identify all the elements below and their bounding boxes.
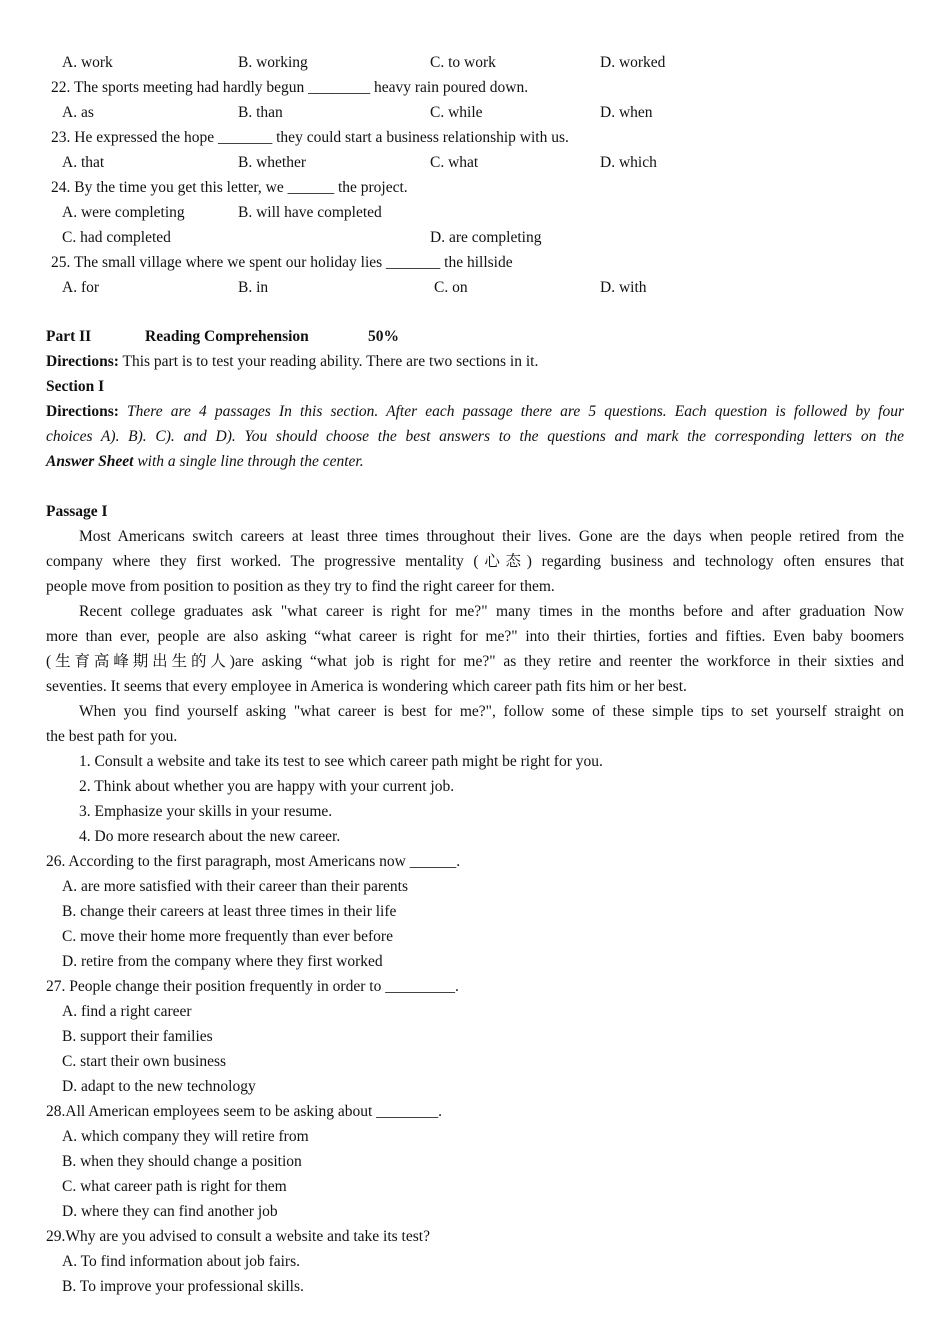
q29-option-a: A. To find information about job fairs. [62, 1253, 300, 1270]
tip-item: 4. Do more research about the new career. [79, 828, 341, 845]
passage-line: the best path for you. [46, 728, 178, 745]
tip-item: 3. Emphasize your skills in your resume. [79, 803, 333, 820]
section-directions-line-1 [46, 399, 904, 424]
q21-option-d: D. worked [600, 54, 666, 71]
q26-option-d: D. retire from the company where they first worked [62, 953, 383, 970]
q21-option-a: A. work [62, 54, 113, 71]
tip-item: 2. Think about whether you are happy with your current job. [79, 778, 455, 795]
section-directions-line-3 [46, 449, 904, 474]
q27-stem: 27. People change their position frequently in order to _________. [46, 978, 459, 995]
part2-heading [46, 324, 904, 349]
q29-option-b: B. To improve your professional skills. [62, 1278, 304, 1295]
q26-option-a: A. are more satisfied with their career than their parents [62, 878, 409, 895]
q21-options-row [46, 50, 904, 75]
q22-option-d: D. when [600, 104, 653, 121]
q28-option-a: A. which company they will retire from [62, 1128, 309, 1145]
q25-option-d: D. with [600, 279, 647, 296]
q28-option-d: D. where they can find another job [62, 1203, 278, 1220]
answer-sheet-label: Answer Sheet [46, 453, 134, 470]
q28-stem: 28.All American employees seem to be asking about ________. [46, 1103, 443, 1120]
q27-option-c: C. start their own business [62, 1053, 227, 1070]
section-directions-label: Directions: [46, 403, 119, 420]
section-directions-text-1: There are 4 passages In this section. After each passage there are 5 questions. Each question is followed by four [127, 403, 905, 420]
q22-option-c: C. while [430, 104, 483, 121]
q23-option-d: D. which [600, 154, 657, 171]
part2-directions-label: Directions: [46, 353, 119, 370]
q22-option-b: B. than [238, 104, 283, 121]
q27-option-b: B. support their families [62, 1028, 213, 1045]
q21-option-c: C. to work [430, 54, 496, 71]
part2-heading-title: Reading Comprehension [145, 328, 309, 345]
q24-option-b: B. will have completed [238, 204, 382, 221]
q25-option-a: A. for [62, 279, 100, 296]
q23-option-b: B. whether [238, 154, 307, 171]
passage-line: When you find yourself asking "what career is best for me?", follow some of these simple tips to set yourself straight on [79, 703, 904, 720]
section-directions-text-3: with a single line through the center. [133, 453, 364, 470]
q23-option-a: A. that [62, 154, 105, 171]
q26-option-b: B. change their careers at least three times in their life [62, 903, 397, 920]
part2-heading-score: 50% [368, 328, 399, 345]
passage-line: Recent college graduates ask "what career is right for me?" many times in the months before and after graduation Now [79, 603, 904, 620]
passage-line: Most Americans switch careers at least three times throughout their lives. Gone are the days when people retired from the [79, 528, 904, 545]
q25-option-b: B. in [238, 279, 269, 296]
passage-line: (生育高峰期出生的人)are asking “what job is right for me?" as they retire and reenter the workforce in their sixties and [46, 653, 904, 670]
q23-options-row [46, 150, 904, 175]
q23-stem: 23. He expressed the hope _______ they could start a business relationship with us. [51, 129, 569, 146]
passage-title: Passage I [46, 503, 108, 520]
section-title: Section I [46, 378, 105, 395]
section-directions-line-2: choices A). B). C). and D). You should choose the best answers to the questions and mark the corresponding letters on the [46, 428, 904, 445]
q21-option-b: B. working [238, 54, 308, 71]
part2-directions-text: This part is to test your reading ability. There are two sections in it. [118, 353, 539, 370]
q22-option-a: A. as [62, 104, 94, 121]
q24-option-d: D. are completing [430, 229, 542, 246]
tip-item: 1. Consult a website and take its test to see which career path might be right for you. [79, 753, 603, 770]
q23-option-c: C. what [430, 154, 479, 171]
q28-option-c: C. what career path is right for them [62, 1178, 287, 1195]
part2-directions [46, 349, 904, 374]
q22-stem: 22. The sports meeting had hardly begun ________ heavy rain poured down. [51, 79, 529, 96]
q24-option-a: A. were completing [62, 204, 185, 221]
passage-line: company where they first worked. The progressive mentality (心态) regarding business and technology often ensures that [46, 553, 904, 570]
q25-options-row [46, 275, 904, 300]
passage-line: more than ever, people are also asking “what career is right for me?" into their thirties, forties and fifties. Even baby boomers [46, 628, 904, 645]
q25-option-c: C. on [434, 279, 468, 296]
q24-options-row-2 [46, 225, 904, 250]
q22-options-row [46, 100, 904, 125]
q25-stem: 25. The small village where we spent our holiday lies _______ the hillside [51, 254, 513, 271]
q27-option-a: A. find a right career [62, 1003, 192, 1020]
q27-option-d: D. adapt to the new technology [62, 1078, 256, 1095]
q24-stem: 24. By the time you get this letter, we ______ the project. [51, 179, 408, 196]
q28-option-b: B. when they should change a position [62, 1153, 302, 1170]
q29-stem: 29.Why are you advised to consult a website and take its test? [46, 1228, 430, 1245]
passage-line: people move from position to position as they try to find the right career for them. [46, 578, 555, 595]
q26-option-c: C. move their home more frequently than ever before [62, 928, 393, 945]
part2-heading-part: Part II [46, 328, 92, 345]
passage-line: seventies. It seems that every employee in America is wondering which career path fits him or her best. [46, 678, 687, 695]
q24-option-c: C. had completed [62, 229, 171, 246]
q26-stem: 26. According to the first paragraph, most Americans now ______. [46, 853, 461, 870]
q24-options-row-1 [46, 200, 904, 225]
